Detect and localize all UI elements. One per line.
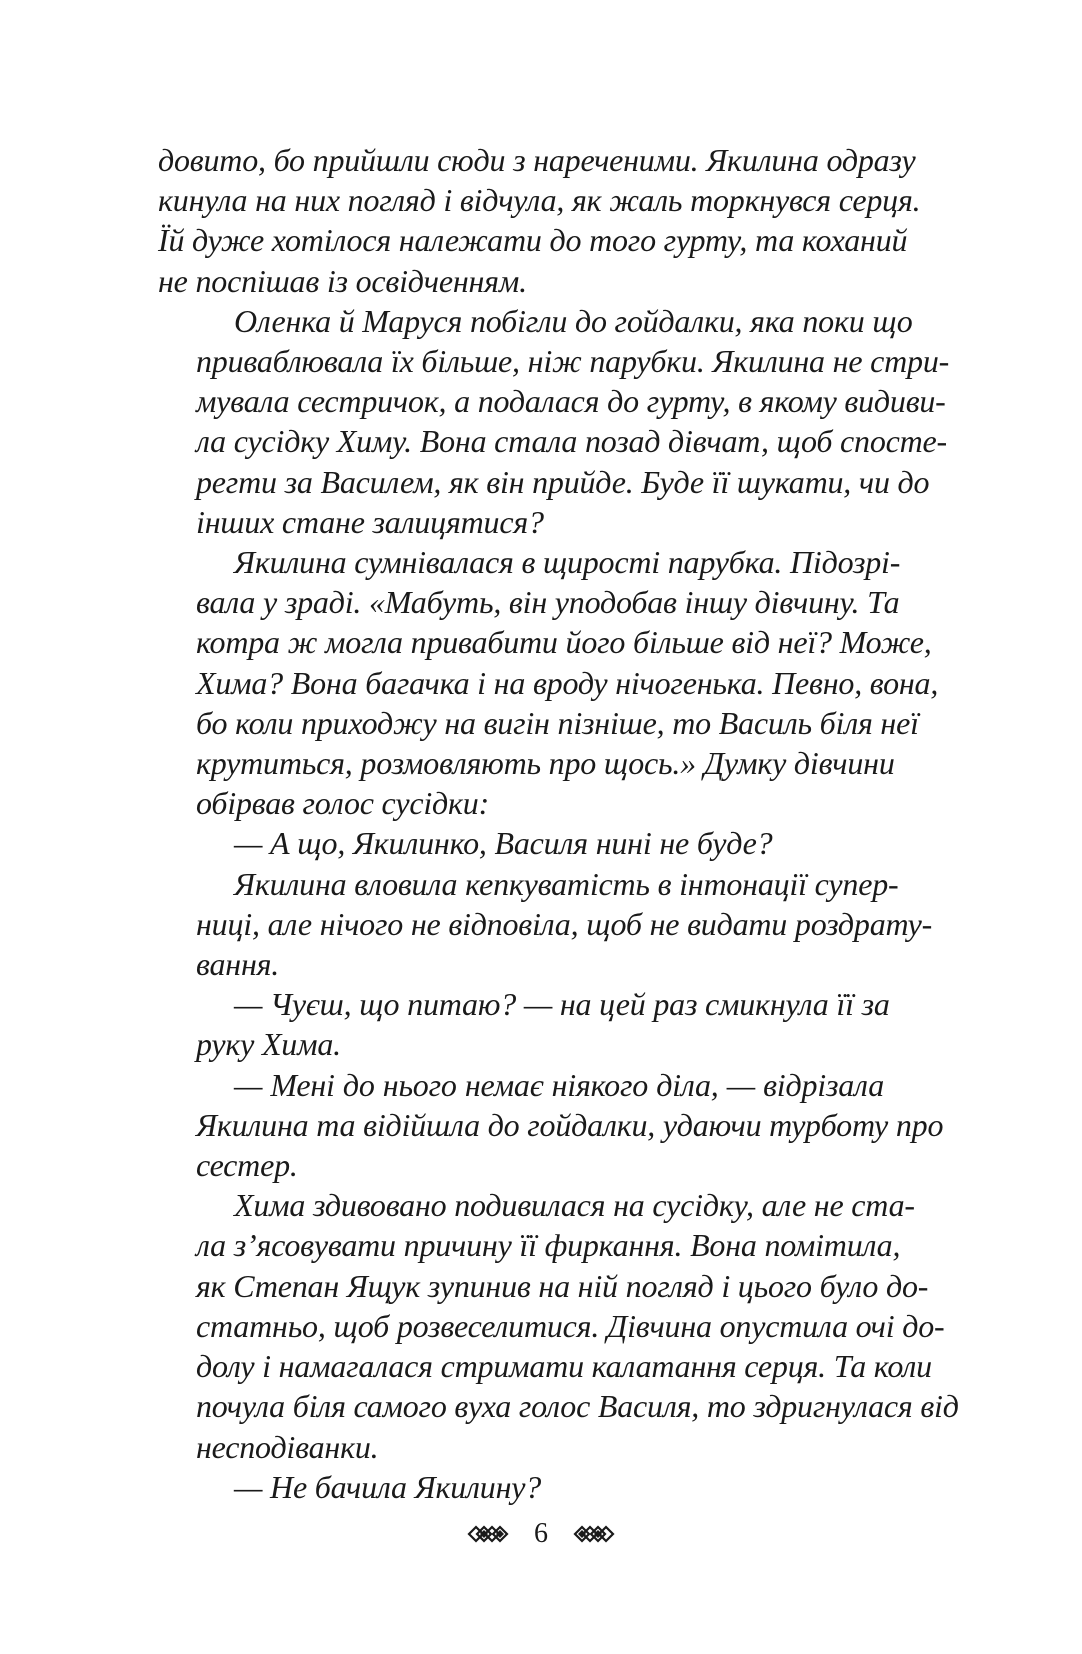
text-line: як Степан Ящук зупинив на ній погляд і цього було до- [196,1267,929,1304]
text-line: — Мені до нього немає ніякого діла, — відрізала [234,1066,884,1103]
paragraph [158,984,890,1064]
text-line: кинула на них погляд і відчула, як жаль торкнувся серця. [158,182,921,219]
text-line: крутиться, розмовляють про щось.» Думку дівчини [196,745,895,782]
paragraph [158,1467,884,1507]
text-line: Якилина вловила кепкуватість в інтонації супер- [234,865,899,902]
paragraph [158,1065,944,1186]
text-line: бо коли приходжу на вигін пізніше, то Василь біля неї [196,704,919,741]
paragraph [158,301,950,542]
text-line: ниці, але нічого не відповіла, щоб не видати роздрату- [196,905,933,942]
text-line: ла сусідку Химу. Вона стала позад дівчат, щоб спосте- [196,423,947,460]
page-footer [0,1514,1082,1554]
text-line: обірвав голос сусідки: [196,785,490,822]
text-line: інших стане залицятися? [196,503,544,540]
text-line: — А що, Якилинко, Василя нині не буде? [234,825,773,862]
text-line: несподіванки. [196,1428,379,1465]
text-line: — Чуєш, що питаю? — на цей раз смикнула її за [234,986,890,1023]
paragraph [158,542,939,823]
paragraph [158,864,933,985]
knot-ornament-right-icon [571,1523,615,1545]
paragraph [158,823,884,863]
text-line: Оленка й Маруся побігли до гойдалки, яка поки що [234,302,913,339]
text-line: вання. [196,946,280,983]
text-line: Хима? Вона багачка і на вроду нічогенька. Певно, вона, [196,664,939,701]
text-line: сестер. [196,1147,298,1184]
text-line: Хима здивовано подивилася на сусідку, але не ста- [234,1187,915,1224]
text-line: Якилина сумнівалася в щирості парубка. Підозрі- [234,544,901,581]
body-text [158,140,959,1507]
text-line: вала у зраді. «Мабуть, він уподобав іншу дівчину. Та [196,584,900,621]
text-line: Якилина та відійшла до гойдалки, удаючи турботу про [196,1106,944,1143]
text-line: руку Хима. [196,1026,341,1063]
text-line: приваблювала їх більше, ніж парубки. Якилина не стри- [196,343,950,380]
paragraph [158,140,921,301]
text-line: почула біля самого вуха голос Василя, то здригнулася від [196,1388,959,1425]
text-line: ла з’ясовувати причину її фиркання. Вона помітила, [196,1227,901,1264]
knot-ornament-left-icon [467,1523,511,1545]
text-line: Їй дуже хотілося належати до того гурту, та коханий [158,222,908,259]
text-line: котра ж могла привабити його більше від неї? Може, [196,624,932,661]
text-line: не поспішав із освідченням. [158,262,527,299]
text-line: мувала сестричок, а подалася до гурту, в якому видиви- [196,383,946,420]
paragraph [158,1185,959,1466]
page-number: 6 [534,1518,548,1549]
text-line: — Не бачила Якилину? [234,1468,542,1505]
text-line: регти за Василем, як він прийде. Буде її шукати, чи до [196,463,930,500]
text-line: статньо, щоб розвеселитися. Дівчина опустила очі до- [196,1307,945,1344]
text-line: долу і намагалася стримати калатання серця. Та коли [196,1348,932,1385]
text-line: довито, бо прийшли сюди з нареченими. Якилина одразу [158,142,916,178]
